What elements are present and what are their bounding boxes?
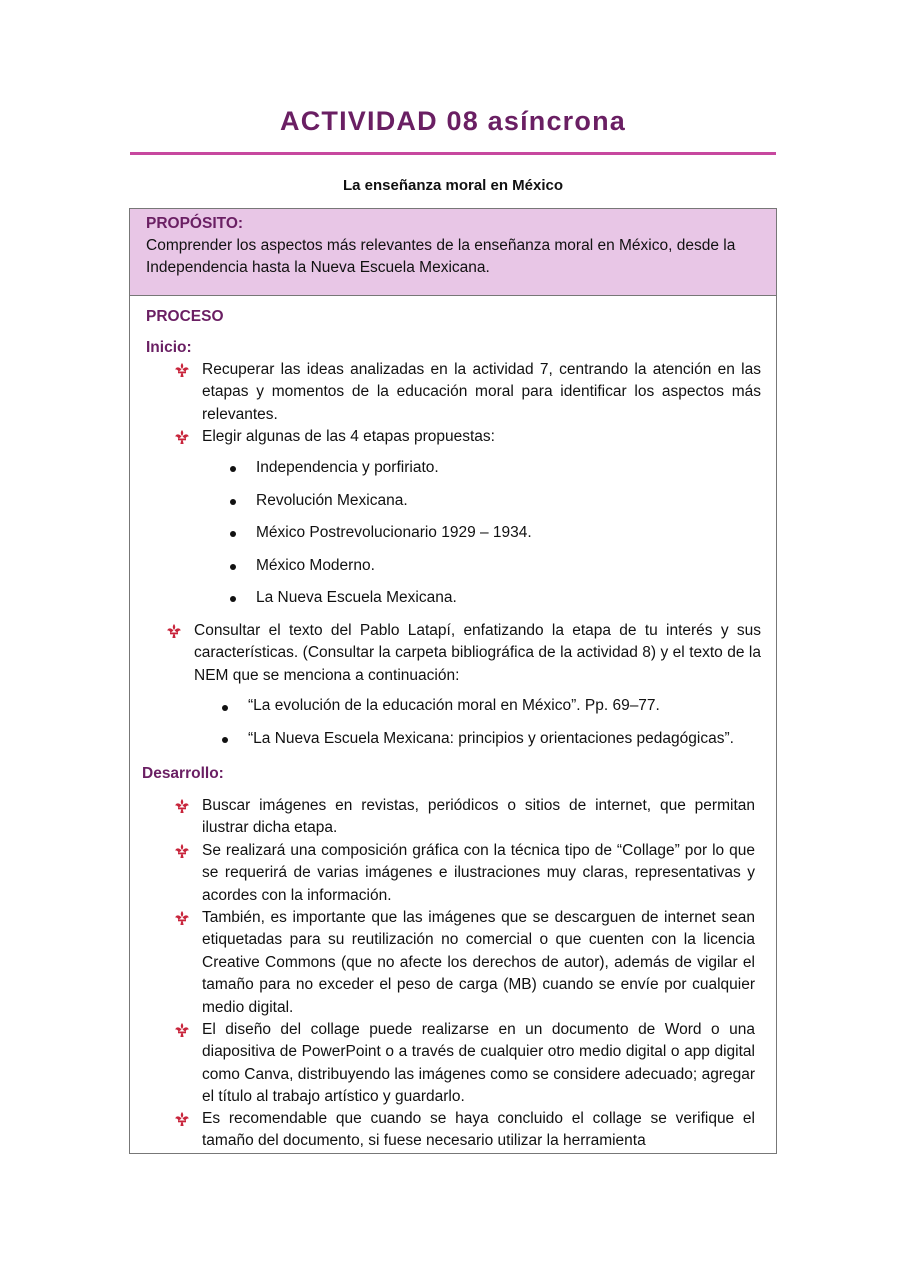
list-item: También, es importante que las imágenes que se descarguen de internet sean etiquetadas para su reutilización no comercial o que cuenten con la licencia Creative Commons (que no afecte los derechos de autor), además de vigilar el tamaño para no exceder el peso de carga (MB) cuando se envíe por cualquier medio digital. (202, 909, 755, 1016)
purpose-section (130, 209, 776, 296)
reading-item: “La Nueva Escuela Mexicana: principios y orientaciones pedagógicas”. (248, 730, 734, 747)
fleur-bullet-icon (174, 910, 190, 926)
document-subtitle: La enseñanza moral en México (342, 177, 564, 194)
inicio-label: Inicio: (146, 339, 192, 356)
list-item: El diseño del collage puede realizarse en un documento de Word o una diapositiva de PowerPoint o a través de cualquier otro medio digital o app digital como Canva, distribuyendo las imágenes como se considere adecuado; agregar el título al trabajo artístico y guardarlo. (202, 1021, 755, 1106)
bullet-dot-icon (230, 564, 236, 570)
stage-item: México Moderno. (256, 557, 375, 574)
page-title: ACTIVIDAD 08 asíncrona (280, 106, 626, 136)
list-item: Se realizará una composición gráfica con la técnica tipo de “Collage” por lo que se requerirá de varias imágenes e ilustraciones muy claras, representativas y acordes con la información. (202, 842, 755, 904)
fleur-bullet-icon (174, 798, 190, 814)
fleur-bullet-icon (174, 1022, 190, 1038)
stage-item: Independencia y porfiriato. (256, 459, 439, 476)
bullet-dot-icon (230, 596, 236, 602)
process-label: PROCESO (146, 308, 224, 325)
bullet-dot-icon (230, 466, 236, 472)
activity-table (129, 208, 777, 1154)
purpose-label: PROPÓSITO: (146, 215, 244, 232)
list-item: Es recomendable que cuando se haya concluido el collage se verifique el tamaño del documento, si fuese necesario utilizar la herramienta (202, 1110, 755, 1150)
desarrollo-label: Desarrollo: (142, 765, 224, 782)
fleur-bullet-icon (174, 843, 190, 859)
stage-item: Revolución Mexicana. (256, 492, 408, 509)
bullet-dot-icon (230, 499, 236, 505)
stage-item: México Postrevolucionario 1929 – 1934. (256, 524, 532, 541)
list-item: Elegir algunas de las 4 etapas propuestas: (202, 428, 495, 445)
fleur-bullet-icon (174, 1111, 190, 1127)
fleur-bullet-icon (174, 362, 190, 378)
fleur-bullet-icon (174, 429, 190, 445)
bullet-dot-icon (222, 737, 228, 743)
list-item: Buscar imágenes en revistas, periódicos o sitios de internet, que permitan ilustrar dicha etapa. (202, 797, 755, 837)
reading-item: “La evolución de la educación moral en México”. Pp. 69–77. (248, 697, 660, 714)
purpose-text: Comprender los aspectos más relevantes de la enseñanza moral en México, desde la Independencia hasta la Nueva Escuela Mexicana. (146, 237, 736, 276)
stage-item: La Nueva Escuela Mexicana. (256, 589, 457, 606)
bullet-dot-icon (230, 531, 236, 537)
title-divider (130, 152, 776, 155)
list-item: Recuperar las ideas analizadas en la actividad 7, centrando la atención en las etapas y momentos de la educación moral para identificar los aspectos más relevantes. (202, 361, 761, 423)
fleur-bullet-icon (166, 623, 182, 639)
list-item: Consultar el texto del Pablo Latapí, enfatizando la etapa de tu interés y sus características. (Consultar la carpeta bibliográfica de la actividad 8) y el texto de la NEM que se menciona a continuación: (194, 622, 761, 684)
bullet-dot-icon (222, 705, 228, 711)
